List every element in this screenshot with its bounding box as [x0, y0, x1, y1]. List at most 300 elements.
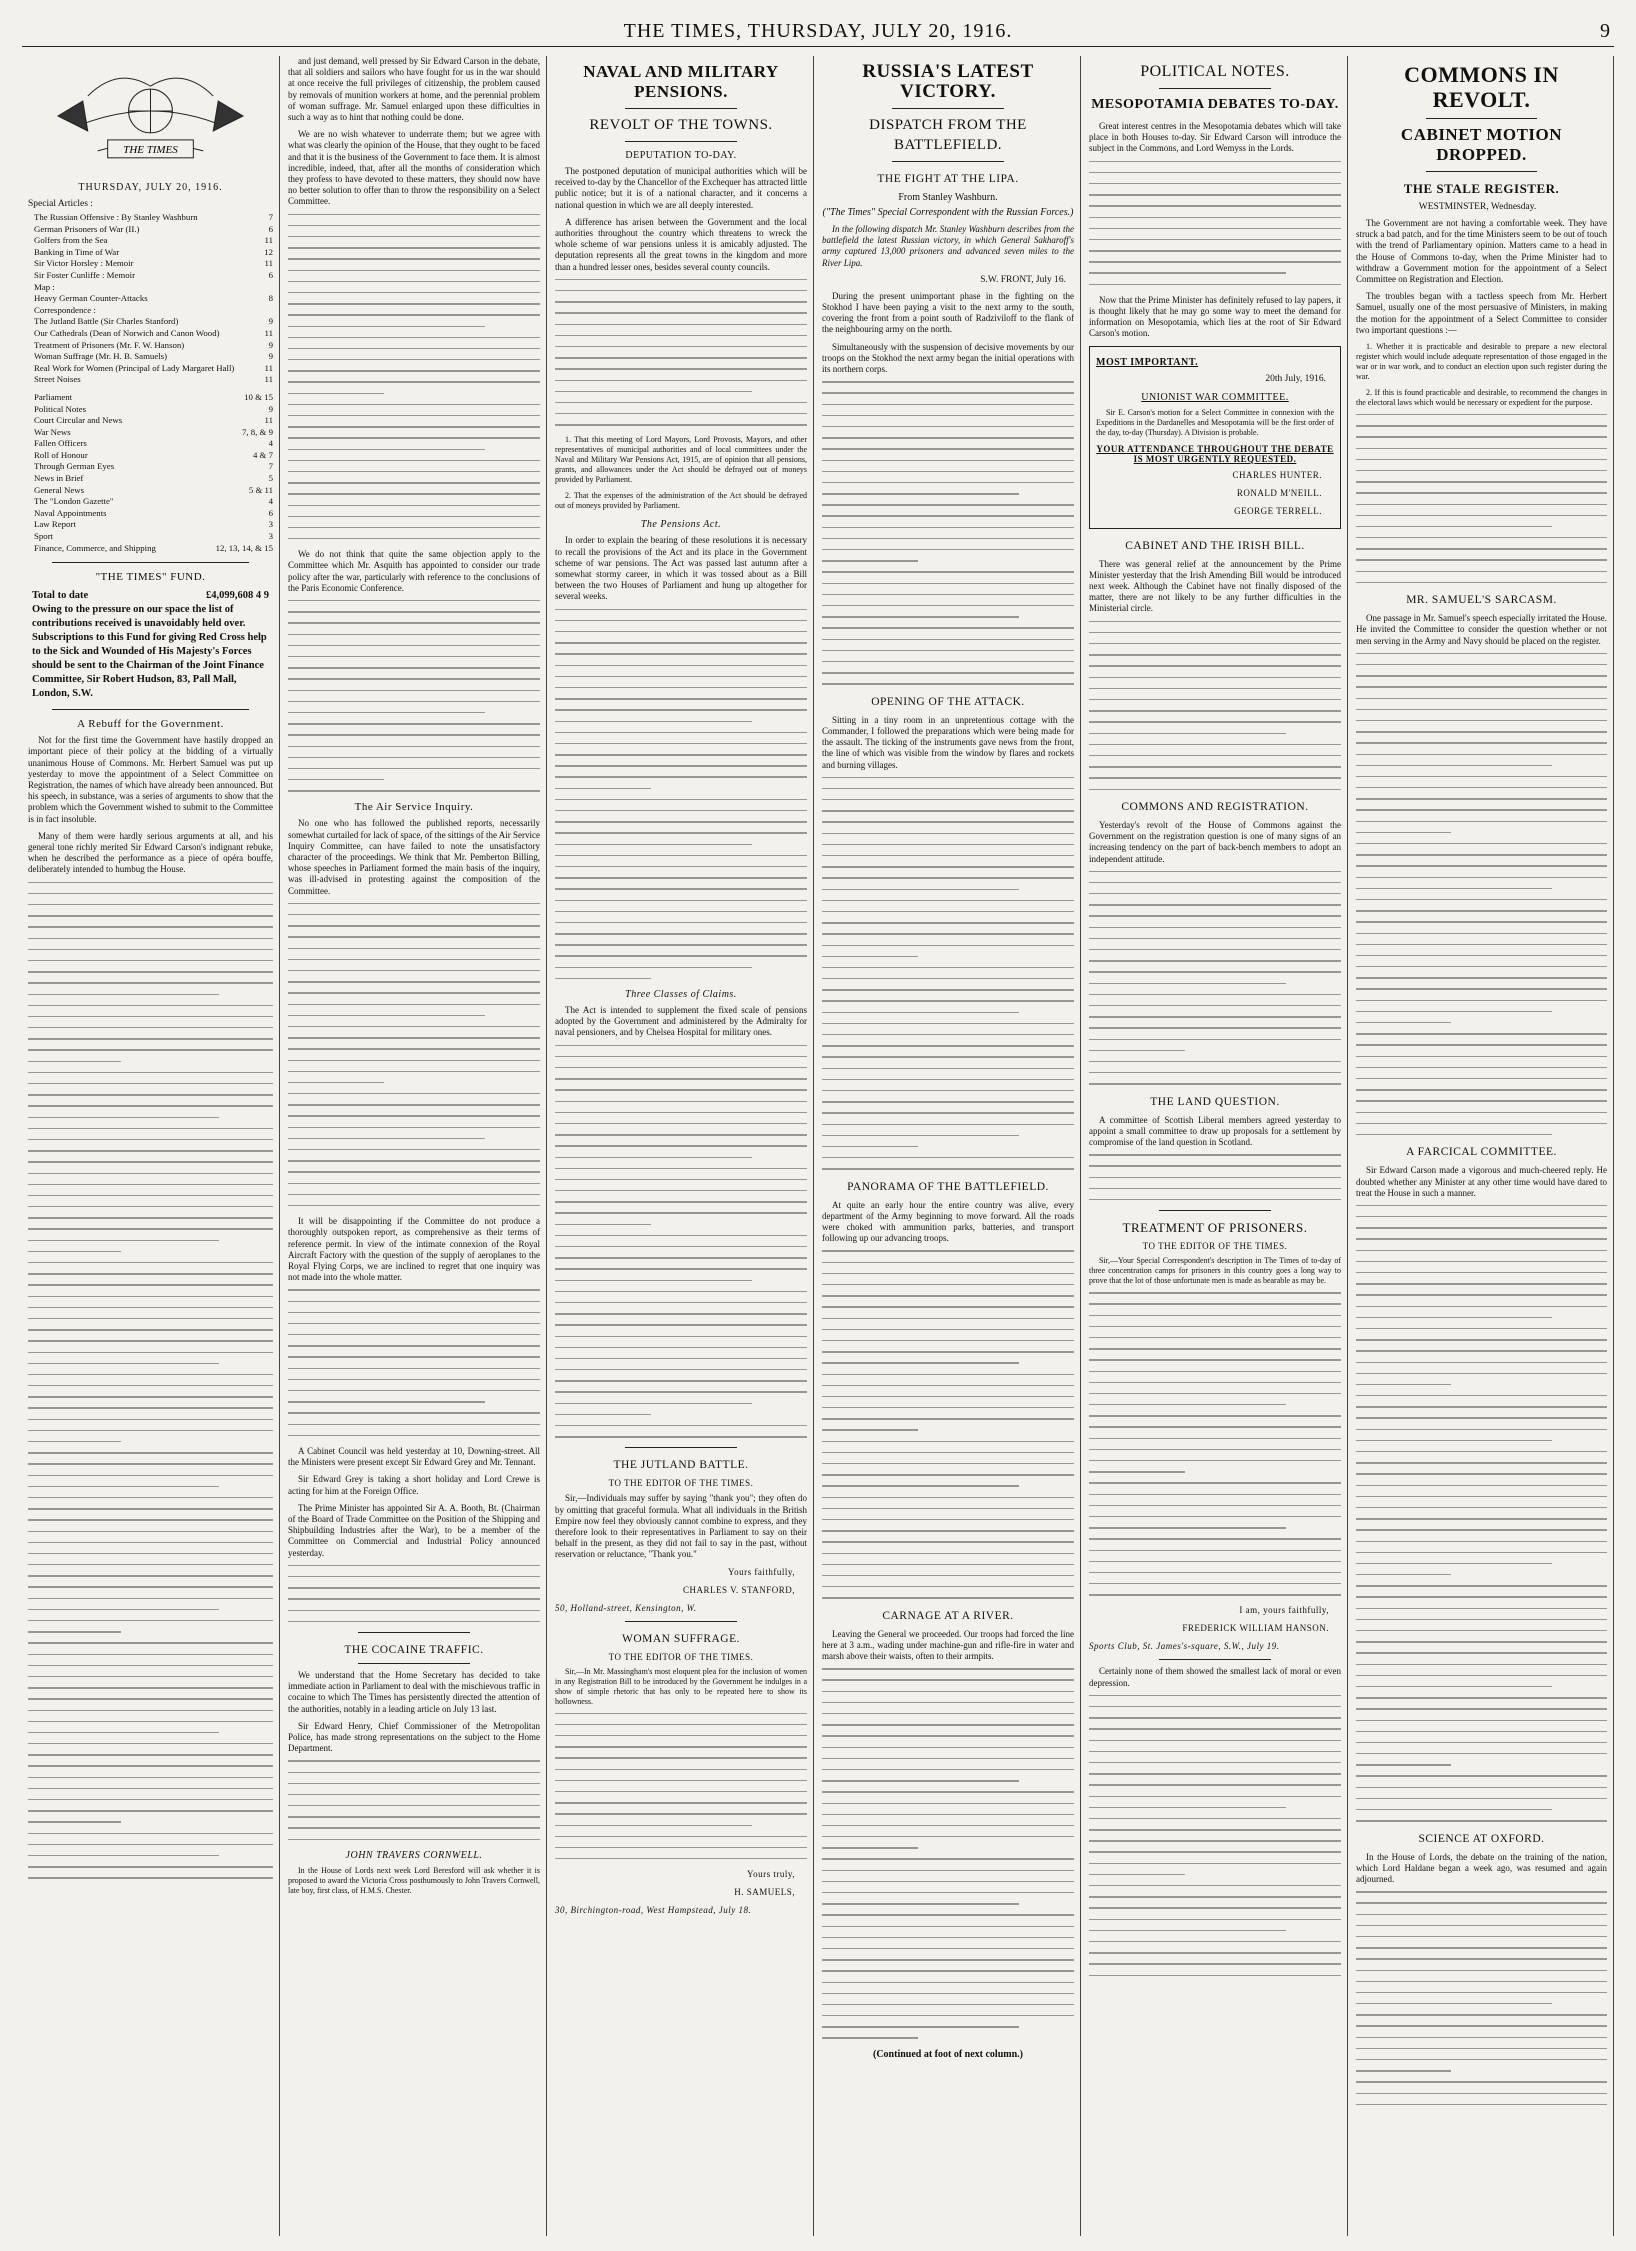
text-line — [1089, 1863, 1341, 1864]
text-line — [1356, 2037, 1607, 2038]
text-line — [288, 1160, 540, 1161]
text-line — [288, 1401, 485, 1402]
text-line — [1356, 1518, 1607, 1519]
text-line — [1356, 910, 1607, 911]
cocaine-heading: THE COCAINE TRAFFIC. — [344, 1643, 484, 1656]
text-line — [28, 1173, 273, 1174]
text-line — [1356, 2104, 1607, 2105]
unionist-paragraph: Sir E. Carson's motion for a Select Committee in connexion with the Expeditions in the Dardanelles and Mesopotamia will be the first order of the day, to-day (Thursday). A Division is probable. — [1096, 407, 1334, 437]
text-line — [822, 1452, 1074, 1453]
text-line — [555, 888, 807, 889]
text-line — [1089, 1471, 1185, 1472]
text-line — [288, 449, 485, 450]
text-line — [28, 938, 273, 939]
text-line — [28, 1598, 273, 1599]
text-line — [555, 1757, 807, 1758]
text-line — [822, 1250, 1074, 1251]
text-line — [555, 1268, 807, 1269]
text-line — [555, 368, 807, 369]
text-line — [822, 900, 1074, 901]
text-line — [822, 1385, 1074, 1386]
text-line — [1356, 1891, 1607, 1892]
index-label: Finance, Commerce, and Shipping — [34, 542, 156, 553]
index-page: 7, 8, & 9 — [241, 426, 273, 437]
text-line — [1089, 1188, 1341, 1189]
index-row — [28, 305, 273, 317]
text-line — [28, 1262, 273, 1263]
text-line — [1089, 1494, 1341, 1495]
text-line — [555, 301, 807, 302]
pensions-paragraph-6: The Act is intended to supplement the fixed scale of pensions adopted by the Government and administered by the Admiralty for naval pensioners, and by Chelsea Hospital for military ones. — [555, 1005, 807, 1038]
text-line — [1356, 1067, 1607, 1068]
index-row — [28, 473, 273, 485]
text-line — [822, 404, 1074, 405]
text-line — [1089, 938, 1341, 939]
text-line — [28, 1363, 219, 1364]
text-line — [288, 1794, 540, 1795]
text-line — [555, 922, 807, 923]
text-line — [28, 1497, 273, 1498]
text-line — [28, 1620, 273, 1621]
text-line — [1356, 1485, 1607, 1486]
text-line — [28, 1027, 273, 1028]
text-line — [28, 1105, 273, 1106]
text-line — [555, 324, 807, 325]
text-line — [288, 936, 540, 937]
text-line — [822, 1090, 1074, 1091]
text-line — [1089, 1303, 1341, 1304]
index-page: 9 — [268, 351, 273, 362]
issue-date: THURSDAY, JULY 20, 1916. — [78, 182, 223, 193]
text-line — [1089, 1829, 1341, 1830]
text-line — [288, 1334, 540, 1335]
text-line — [1089, 1784, 1341, 1785]
index-page: 8 — [268, 293, 273, 304]
text-line — [288, 225, 540, 226]
irish-paragraph: There was general relief at the announcement by the Prime Minister yesterday that the Irish Amending Bill would be introduced next week. Although the Cabinet have not finally disposed of the matter, there are not likely to be any further difficulties in the Ministerial circle. — [1089, 558, 1341, 614]
index-row — [28, 247, 273, 259]
text-line — [822, 1553, 1074, 1554]
text-line — [1356, 1529, 1607, 1530]
text-filler — [1089, 161, 1341, 285]
text-filler — [288, 1565, 540, 1622]
text-line — [1356, 2081, 1607, 2082]
text-line — [1356, 720, 1607, 721]
text-line — [555, 609, 807, 610]
text-line — [822, 1429, 918, 1430]
text-line — [555, 1112, 807, 1113]
text-line — [555, 1078, 807, 1079]
text-line — [555, 391, 752, 392]
text-line — [555, 709, 807, 710]
index-label: German Prisoners of War (II.) — [34, 223, 140, 234]
text-line — [1356, 675, 1607, 676]
index-label: Court Circular and News — [34, 415, 123, 426]
index-page: 9 — [268, 339, 273, 350]
text-line — [1356, 765, 1552, 766]
text-line — [288, 1772, 540, 1773]
text-line — [822, 515, 1074, 516]
column-1 — [22, 56, 280, 2236]
text-line — [555, 1324, 807, 1325]
text-filler — [1356, 653, 1607, 1135]
text-line — [822, 1836, 1074, 1837]
text-line — [1089, 643, 1341, 644]
index-page: 11 — [264, 415, 273, 426]
text-line — [1089, 1154, 1341, 1155]
text-line — [822, 978, 1074, 979]
text-line — [1089, 733, 1286, 734]
text-line — [1356, 1000, 1607, 1001]
text-line — [288, 482, 540, 483]
text-line — [1089, 1449, 1341, 1450]
text-line — [555, 346, 807, 347]
text-line — [822, 549, 1074, 550]
text-line — [822, 1758, 1074, 1759]
text-line — [28, 1586, 273, 1587]
text-line — [822, 1926, 1074, 1927]
text-line — [1356, 1731, 1607, 1732]
text-line — [28, 1396, 273, 1397]
text-line — [28, 949, 273, 950]
revolt-paragraph-4: Sir Edward Carson made a vigorous and much-cheered reply. He doubted whether any Minister at any other time would have dared to treat the House in such a manner. — [1356, 1165, 1607, 1198]
text-line — [822, 493, 1019, 494]
text-line — [1356, 548, 1607, 549]
text-line — [822, 1000, 1074, 1001]
text-line — [555, 810, 807, 811]
text-line — [1356, 865, 1607, 866]
text-line — [822, 1735, 1074, 1736]
text-line — [28, 1307, 273, 1308]
revolt-paragraph-5: In the House of Lords, the debate on the training of the nation, which Lord Haldane began a week ago, was resumed and again adjourned. — [1356, 1851, 1607, 1885]
text-line — [28, 1665, 273, 1666]
index-label: Law Report — [34, 519, 76, 530]
text-line — [1356, 1675, 1607, 1676]
text-line — [1089, 983, 1286, 984]
rebuff-paragraph-2: Many of them were hardly serious arguments at all, and his general tone richly merited Sir Edward Carson's indignant rebuke, when he described the performance as a piece of opéra bouffe, deliberately intended to humbug the House. — [28, 830, 273, 875]
index-label: Real Work for Women (Principal of Lady Margaret Hall) — [34, 362, 235, 373]
text-line — [1356, 921, 1607, 922]
text-line — [1356, 1384, 1451, 1385]
text-line — [1356, 966, 1607, 967]
text-line — [555, 1336, 807, 1337]
text-line — [1356, 1608, 1607, 1609]
text-line — [822, 889, 1019, 890]
text-line — [822, 1847, 918, 1848]
text-line — [555, 1302, 807, 1303]
text-line — [1356, 1272, 1607, 1273]
text-line — [1089, 228, 1341, 229]
prisoners-name: FREDERICK WILLIAM HANSON. — [1182, 1623, 1329, 1634]
text-line — [1356, 1925, 1607, 1926]
text-line — [1356, 1970, 1607, 1971]
text-line — [822, 1273, 1074, 1274]
dispatch-intro: In the following dispatch Mr. Stanley Washburn describes from the battlefield the latest Russian victory, in which General Sakharoff's army captured 13,000 prisoners and advanced seven miles to the River Lipa. — [822, 224, 1074, 268]
crest-text: THE TIMES — [123, 143, 178, 156]
index-label: Street Noises — [34, 374, 81, 385]
index-label: Naval Appointments — [34, 507, 107, 518]
text-line — [555, 1836, 807, 1837]
text-line — [822, 583, 1074, 584]
text-line — [822, 1012, 1019, 1013]
text-line — [288, 1048, 540, 1049]
text-line — [822, 1485, 1019, 1486]
text-line — [822, 844, 1074, 845]
text-line — [555, 844, 752, 845]
text-line — [288, 667, 540, 668]
text-line — [288, 303, 540, 304]
text-line — [822, 1374, 1074, 1375]
text-line — [1089, 960, 1341, 961]
text-line — [288, 914, 540, 915]
text-line — [555, 967, 752, 968]
text-filler — [1089, 621, 1341, 790]
text-line — [1089, 1919, 1341, 1920]
text-line — [1356, 1981, 1607, 1982]
commons-paragraph: Yesterday's revolt of the House of Commons against the Government on the registration question is one of many signs of an increasing tendency on the part of back-bench members to adopt an independent attitude. — [1089, 819, 1341, 864]
text-line — [1356, 1395, 1607, 1396]
fund-total-label: Total to date — [32, 590, 89, 602]
text-line — [822, 381, 1074, 382]
text-line — [1089, 250, 1341, 251]
text-line — [1356, 1809, 1552, 1810]
text-line — [555, 620, 807, 621]
index-row — [28, 235, 273, 247]
text-line — [555, 732, 807, 733]
text-filler — [288, 214, 540, 540]
text-line — [1089, 272, 1286, 273]
index-row — [28, 340, 273, 352]
revolt-paragraph-3: One passage in Mr. Samuel's speech especially irritated the House. He invited the Committee to consider the question whether or not men serving in the Army and Navy should be placed on the register. — [1356, 613, 1607, 646]
text-line — [822, 1068, 1074, 1069]
text-line — [1089, 1315, 1341, 1316]
text-line — [28, 1240, 219, 1241]
suffrage-address: 30, Birchington-road, West Hampstead, July 18. — [555, 1905, 752, 1916]
text-line — [1356, 1914, 1607, 1915]
text-line — [1356, 425, 1607, 426]
text-line — [288, 348, 540, 349]
text-line — [288, 1015, 485, 1016]
text-line — [288, 1138, 485, 1139]
text-line — [1089, 677, 1341, 678]
text-line — [822, 1079, 1074, 1080]
revolt-list-1: 1. Whether it is practicable and desirable to prepare a new electoral register which would include adequate representation of those engaged in the war or in war work, and to conduct an election upon such register during the war. — [1356, 342, 1607, 382]
text-line — [822, 1329, 1074, 1330]
text-line — [288, 314, 540, 315]
index-page: 4 — [268, 496, 273, 507]
index-page: 5 — [268, 473, 273, 484]
index-label: Banking in Time of War — [34, 246, 120, 257]
text-line — [822, 821, 1074, 822]
text-line — [1356, 1753, 1607, 1754]
text-filler — [555, 1045, 807, 1438]
text-line — [288, 600, 540, 601]
text-line — [822, 1892, 1074, 1893]
text-line — [1089, 904, 1341, 905]
text-line — [1089, 621, 1341, 622]
index-label: War News — [34, 426, 71, 437]
dispatch-paragraph-5: Leaving the General we proceeded. Our troops had forced the line here at 3 a.m., wading under machine-gun and rifle-fire in water and marsh above their waists, often to their armpits. — [822, 1628, 1074, 1662]
text-line — [1356, 1775, 1607, 1776]
text-line — [1356, 809, 1607, 810]
text-line — [1089, 1695, 1341, 1696]
text-line — [28, 1217, 273, 1218]
text-line — [28, 1038, 273, 1039]
times-crest-logo — [28, 56, 273, 176]
jutland-to-editor: TO THE EDITOR OF THE TIMES. — [608, 1478, 754, 1489]
text-line — [288, 381, 540, 382]
text-line — [1356, 1708, 1607, 1709]
text-line — [28, 1475, 273, 1476]
text-filler — [555, 1713, 807, 1860]
index-page: 9 — [268, 316, 273, 327]
text-line — [822, 1948, 1074, 1949]
fund-total-value: £4,099,608 4 9 — [206, 590, 269, 602]
index-label: Parliament — [34, 391, 73, 402]
text-line — [28, 1564, 273, 1565]
text-line — [822, 1023, 1074, 1024]
index-row — [28, 496, 273, 508]
attendance-notice: YOUR ATTENDANCE THROUGHOUT THE DEBATE IS MOST URGENTLY REQUESTED. — [1096, 443, 1334, 464]
index-row — [28, 374, 273, 386]
index-page: 11 — [264, 327, 273, 338]
index-label: The "London Gazette" — [34, 496, 114, 507]
text-line — [822, 1814, 1074, 1815]
text-line — [28, 1519, 273, 1520]
text-line — [555, 776, 807, 777]
text-line — [1089, 1896, 1341, 1897]
text-line — [822, 1034, 1074, 1035]
text-line — [1089, 1393, 1341, 1394]
text-line — [555, 788, 651, 789]
index-label: Correspondence : — [34, 304, 96, 315]
text-line — [1089, 1807, 1286, 1808]
text-line — [28, 1844, 273, 1845]
text-line — [1356, 1947, 1607, 1948]
jutland-signoff: Yours faithfully, — [727, 1566, 795, 1577]
revolt-list-2: 2. If this is found practicable and desirable, to recommend the changes in the electoral laws which would be necessary or expedient for the purpose. — [1356, 388, 1607, 408]
text-line — [28, 1407, 273, 1408]
text-line — [1356, 1541, 1607, 1542]
prisoners-signoff: I am, yours faithfully, — [1239, 1605, 1329, 1616]
text-line — [822, 1045, 1074, 1046]
text-line — [822, 426, 1074, 427]
text-line — [1356, 2093, 1607, 2094]
text-line — [288, 746, 540, 747]
contents-index — [28, 212, 273, 554]
text-line — [1089, 1072, 1341, 1073]
lipa-heading: THE FIGHT AT THE LIPA. — [877, 173, 1019, 185]
pensions-paragraph-2: A difference has arisen between the Government and the local authorities throughout the country which threatens to wreck the whole scheme of war pensions unless it is amicably adjusted. The deputation represents all the great towns in the kingdom and more than a hundred lesser ones, besides several county councils. — [555, 216, 807, 272]
text-line — [555, 721, 752, 722]
index-page: 9 — [268, 403, 273, 414]
text-line — [288, 1412, 540, 1413]
text-line — [288, 415, 540, 416]
text-line — [28, 1005, 273, 1006]
text-line — [1089, 1061, 1341, 1062]
text-line — [1089, 239, 1341, 240]
text-line — [555, 1291, 807, 1292]
index-label: The Jutland Battle (Sir Charles Stanford) — [34, 316, 179, 327]
westminster-dateline: WESTMINSTER, Wednesday. — [1418, 202, 1537, 212]
text-line — [1356, 742, 1607, 743]
text-line — [555, 413, 807, 414]
text-line — [28, 1352, 273, 1353]
index-title: Special Articles : — [28, 199, 93, 209]
text-line — [1356, 1697, 1607, 1698]
text-line — [288, 1323, 540, 1324]
text-line — [288, 527, 540, 528]
column-4 — [816, 56, 1081, 2236]
text-line — [1356, 1958, 1607, 1959]
text-line — [288, 723, 540, 724]
text-line — [822, 1351, 1074, 1352]
text-line — [1089, 1728, 1341, 1729]
text-line — [1356, 653, 1607, 654]
index-row — [28, 293, 273, 305]
text-line — [1089, 1426, 1341, 1427]
text-line — [822, 1870, 1074, 1871]
text-line — [822, 1713, 1074, 1714]
text-filler — [1356, 1891, 1607, 2105]
rebuff-heading: A Rebuff for the Government. — [77, 718, 224, 731]
text-line — [822, 571, 1074, 572]
text-line — [1356, 504, 1607, 505]
signatory-2: RONALD M'NEILL. — [1236, 487, 1322, 498]
text-line — [822, 594, 1074, 595]
text-line — [28, 1273, 273, 1274]
text-line — [288, 992, 540, 993]
text-line — [822, 933, 1074, 934]
text-line — [1089, 1292, 1341, 1293]
text-line — [1089, 789, 1341, 790]
text-line — [822, 799, 1074, 800]
text-line — [555, 1257, 807, 1258]
text-line — [1356, 1563, 1552, 1564]
prisoners-address: Sports Club, St. James's-square, S.W., July 19. — [1089, 1641, 1280, 1652]
text-line — [1089, 1941, 1341, 1942]
text-line — [28, 1430, 273, 1431]
text-line — [555, 832, 807, 833]
text-line — [28, 982, 273, 983]
text-line — [822, 1993, 1074, 1994]
index-page: 11 — [264, 235, 273, 246]
text-line — [28, 882, 273, 883]
text-line — [555, 279, 807, 280]
text-line — [288, 493, 540, 494]
text-line — [555, 1858, 807, 1859]
text-line — [555, 290, 807, 291]
index-row — [28, 404, 273, 416]
text-line — [1356, 1406, 1607, 1407]
text-line — [288, 1435, 540, 1436]
text-line — [28, 1083, 273, 1084]
index-row — [28, 427, 273, 439]
pensions-paragraph-5: In order to explain the bearing of these resolutions it is necessary to recall the provisions of the Act and its place in the Government scheme of war pensions. The Act was passed last autumn after a somewhat stormy career, in which it was tossed about as a Bill between the two Houses of Parliament and hung up altogether for several weeks. — [555, 535, 807, 602]
text-line — [555, 1089, 807, 1090]
dispatch-paragraph-1: During the present unimportant phase in the fighting on the Stokhod I have been paying a visit to the next army to the south, covering the front from a point south of Radziviloff to the flank of the neighbouring army on the north. — [822, 290, 1074, 335]
index-row — [28, 270, 273, 282]
text-line — [822, 1284, 1074, 1285]
text-line — [28, 1687, 273, 1688]
text-filler — [288, 600, 540, 792]
text-line — [28, 1732, 219, 1733]
text-line — [822, 1937, 1074, 1938]
text-line — [822, 661, 1074, 662]
text-line — [28, 1072, 273, 1073]
index-label: Roll of Honour — [34, 449, 88, 460]
text-line — [555, 1369, 807, 1370]
